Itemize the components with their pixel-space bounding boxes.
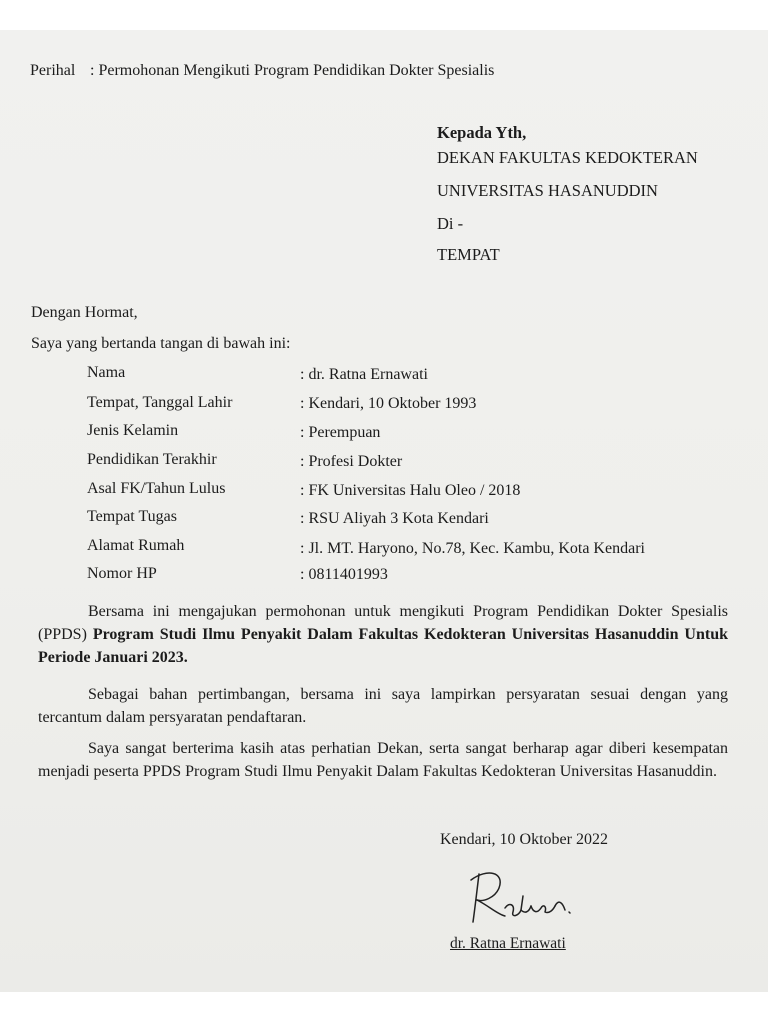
field-label-phone: Nomor HP — [87, 565, 157, 582]
paragraph-request-lead: Bersama ini mengajukan permohonan untuk mengikuti Program Pendidikan Dokter Spesialis (PPDS) — [38, 603, 728, 643]
recipient-salutation: Kepada Yth, — [437, 123, 527, 142]
recipient-line-dean: DEKAN FAKULTAS KEDOKTERAN — [437, 148, 698, 167]
field-value-gender: : Perempuan — [300, 424, 381, 441]
signature-image — [465, 866, 585, 934]
recipient-line-di: Di - — [437, 214, 464, 233]
paragraph-thanks: Saya sangat berterima kasih atas perhatian Dekan, serta sangat berharap agar diberi kesempatan menjadi peserta PPDS Program Studi Ilmu Penyakit Dalam Fakultas Kedokteran Universitas Hasanuddin. — [38, 740, 728, 780]
field-value-address: : Jl. MT. Haryono, No.78, Kec. Kambu, Kota Kendari — [300, 540, 645, 557]
field-value-name: : dr. Ratna Ernawati — [300, 366, 428, 383]
field-label-workplace: Tempat Tugas — [87, 508, 177, 525]
field-label-education: Pendidikan Terakhir — [87, 451, 217, 468]
field-value-birth: : Kendari, 10 Oktober 1993 — [300, 395, 477, 412]
field-label-birth: Tempat, Tanggal Lahir — [87, 394, 233, 411]
signature-name: dr. Ratna Ernawati — [450, 935, 566, 952]
field-value-school: : FK Universitas Halu Oleo / 2018 — [300, 482, 521, 499]
place-date: Kendari, 10 Oktober 2022 — [440, 831, 608, 848]
intro-line: Saya yang bertanda tangan di bawah ini: — [31, 335, 291, 352]
field-value-education: : Profesi Dokter — [300, 453, 403, 470]
paragraph-attachments: Sebagai bahan pertimbangan, bersama ini saya lampirkan persyaratan sesuai dengan yang tercantum dalam persyaratan pendaftaran. — [38, 686, 728, 726]
field-label-gender: Jenis Kelamin — [87, 422, 179, 439]
greeting: Dengan Hormat, — [31, 304, 138, 321]
recipient-line-university: UNIVERSITAS HASANUDDIN — [437, 181, 658, 200]
recipient-line-place: TEMPAT — [437, 245, 500, 264]
paragraph-request-program: Program Studi Ilmu Penyakit Dalam Fakultas Kedokteran Universitas Hasanuddin Untuk Periode Januari 2023. — [38, 626, 729, 666]
field-label-school: Asal FK/Tahun Lulus — [87, 480, 226, 497]
field-label-name: Nama — [87, 364, 126, 381]
subject-label: Perihal — [30, 62, 76, 79]
paragraph-request — [38, 600, 728, 669]
subject-text: : Permohonan Mengikuti Program Pendidikan Dokter Spesialis — [90, 62, 495, 79]
field-label-address: Alamat Rumah — [87, 537, 185, 554]
field-value-phone: : 0811401993 — [300, 566, 388, 583]
field-value-workplace: : RSU Aliyah 3 Kota Kendari — [300, 510, 489, 527]
